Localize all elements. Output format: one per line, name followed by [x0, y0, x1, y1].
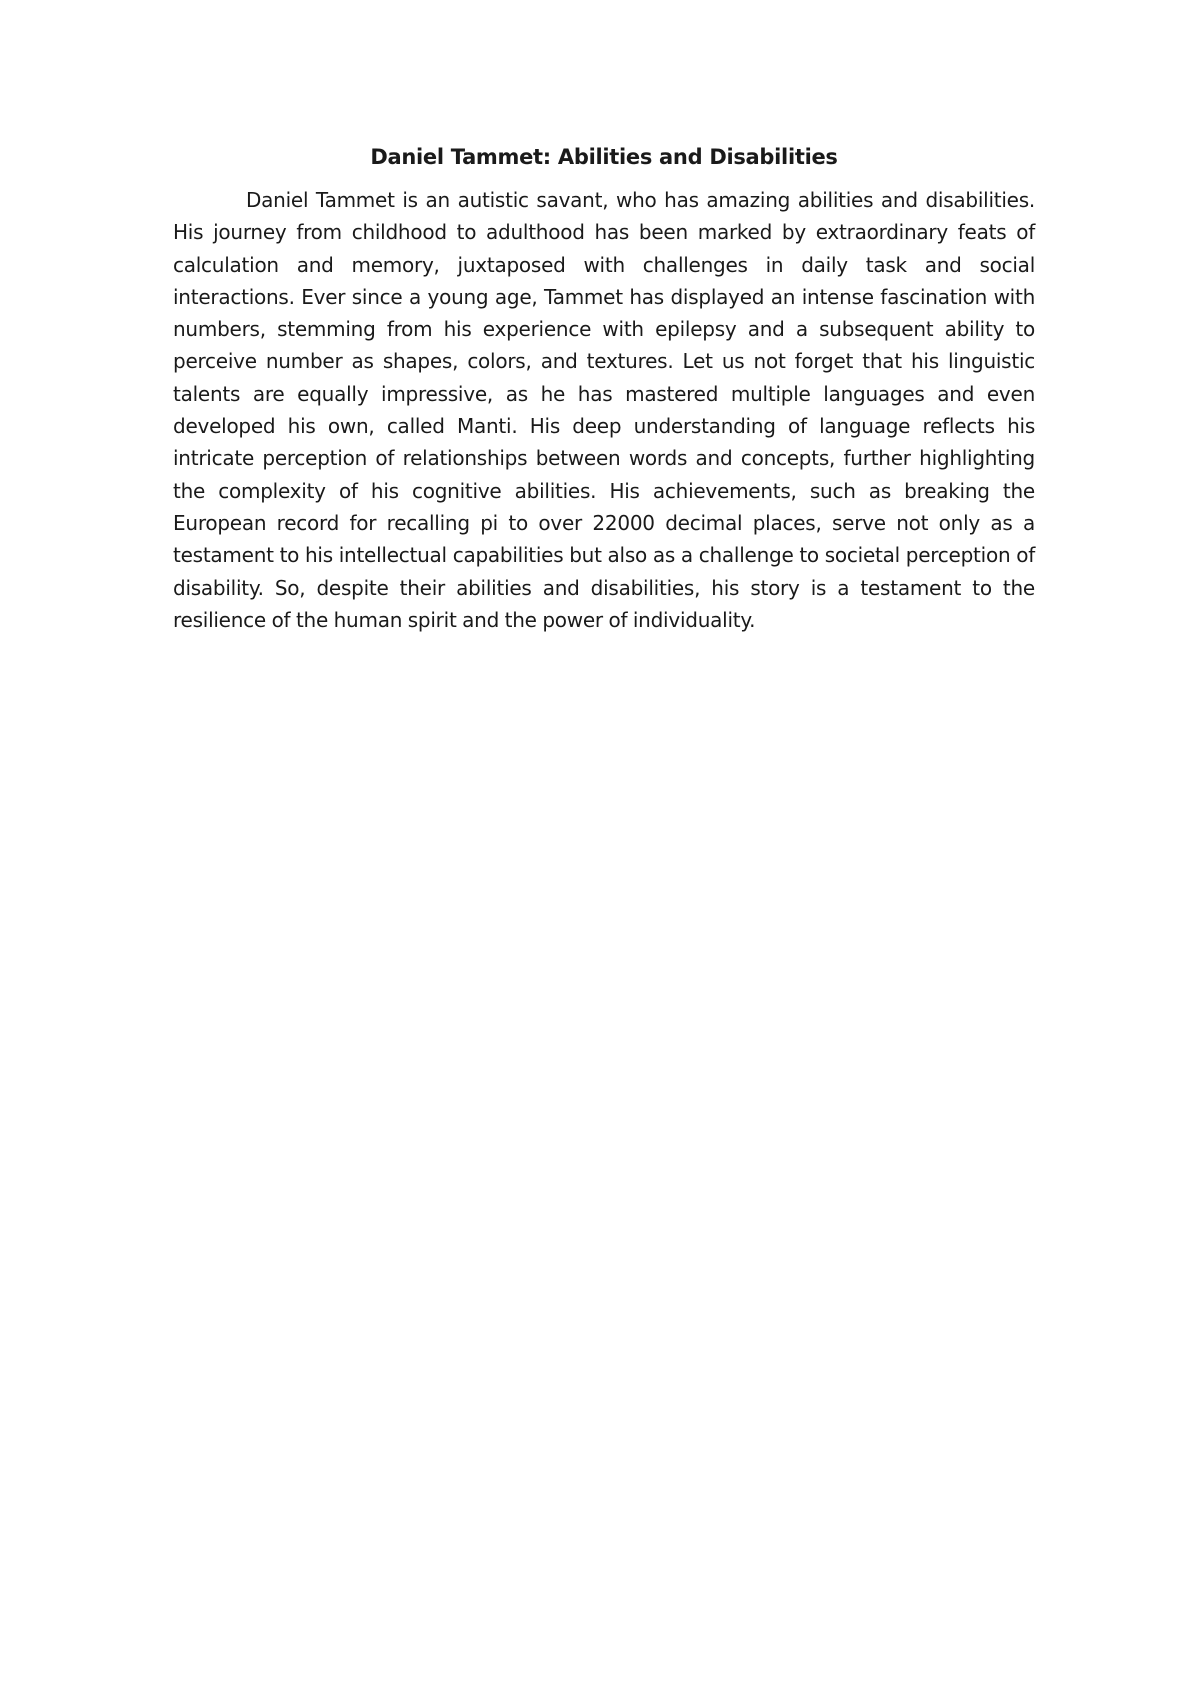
document-body [173, 140, 1035, 636]
document-title: Daniel Tammet: Abilities and Disabilities [370, 145, 838, 169]
document-paragraph: Daniel Tammet is an autistic savant, who has amazing abilities and disabilities. His journey from childhood to adulthood has been marked by extraordinary feats of calculation and memory, juxtaposed with challenges in daily task and social interactions. Ever since a young age, Tammet has displayed an intense fascination with numbers, stemming from his experience with epilepsy and a subsequent ability to perceive number as shapes, colors, and textures. Let us not forget that his linguistic talents are equally impressive, as he has mastered multiple languages and even developed his own, called Manti. His deep understanding of language reflects his intricate perception of relationships between words and concepts, further highlighting the complexity of his cognitive abilities. His achievements, such as breaking the European record for recalling pi to over 22000 decimal places, serve not only as a testament to his intellectual capabilities but also as a challenge to societal perception of disability. So, despite their abilities and disabilities, his story is a testament to the resilience of the human spirit and the power of individuality. [173, 188, 1035, 632]
